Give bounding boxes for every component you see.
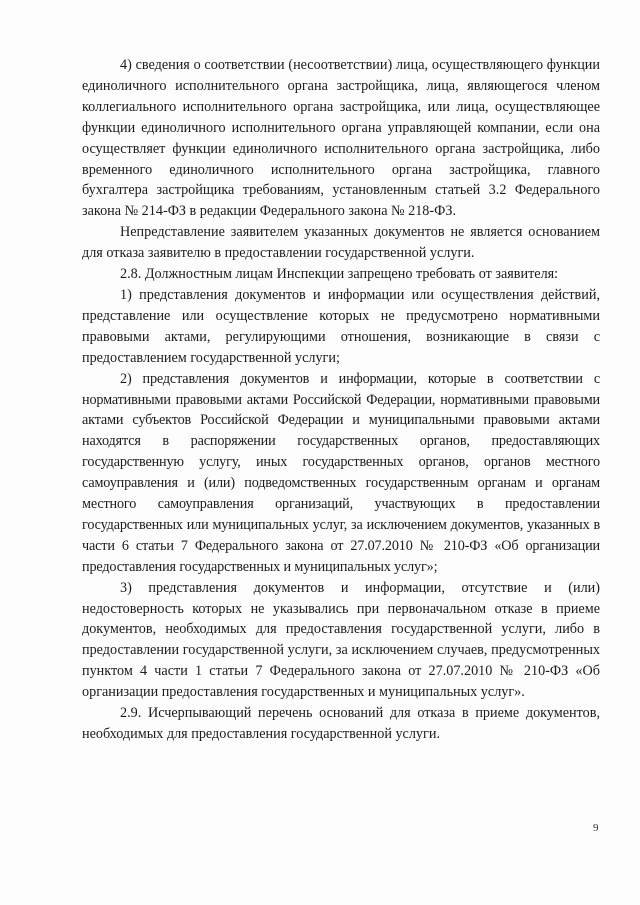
paragraph-section-2-8: 2.8. Должностным лицам Инспекции запрещено требовать от заявителя: [120, 266, 559, 283]
paragraph-item-4-applicant-info: 4) сведения о соответствии (несоответствии) лица, осуществляющего функции единоличного исполнительного органа застройщика, лица, являющегося членом коллегиального исполнительного органа застройщика, или лица, осуществляющее функции единоличного исполнительного органа управляющей компании, если она осуществляет функции единоличного исполнительного органа застройщика, либо временного единоличного исполнительного органа застройщика, главного бухгалтера застройщика требованиям, установленным статьей 3.2 Федерального закона № 214-ФЗ в редакции Федерального закона № 218-ФЗ. [82, 57, 600, 220]
document-body [82, 55, 600, 745]
page-number: 9 [593, 822, 599, 834]
paragraph-item-3: 3) представления документов и информации, отсутствие и (или) недостоверность которых не указывались при первоначальном отказе в приеме документов, необходимых для предоставления государственной услуги, либо в предоставлении государственной услуги, за исключением случаев, предусмотренных пунктом 4 части 1 статьи 7 Федерального закона от 27.07.2010 № 210-ФЗ «Об организации предоставления государственных и муниципальных услуг». [82, 579, 600, 701]
paragraph-section-2-9: 2.9. Исчерпывающий перечень оснований для отказа в приеме документов, необходимых для предоставления государственной услуги. [82, 705, 600, 742]
paragraph-item-2: 2) представления документов и информации, которые в соответствии с нормативными правовыми актами Российской Федерации, нормативными правовыми актами субъектов Российской Федерации и муниципальными правовыми актами находятся в распоряжении государственных органов, предоставляющих государственную услугу, иных государственных органов, органов местного самоуправления и (или) подведомственных государственным органам и органам местного самоуправления организаций, участвующих в предоставлении государственных или муниципальных услуг, за исключением документов, указанных в части 6 статьи 7 Федерального закона от 27.07.2010 № 210-ФЗ «Об организации предоставления государственных и муниципальных услуг»; [82, 370, 600, 575]
paragraph-non-submission: Непредставление заявителем указанных документов не является основанием для отказа заявителю в предоставлении государственной услуги. [82, 224, 600, 262]
paragraph-item-1: 1) представления документов и информации или осуществления действий, представление или осуществление которых не предусмотрено нормативными правовыми актами, регулирующими отношения, возникающие в связи с предоставлением государственной услуги; [82, 286, 600, 366]
